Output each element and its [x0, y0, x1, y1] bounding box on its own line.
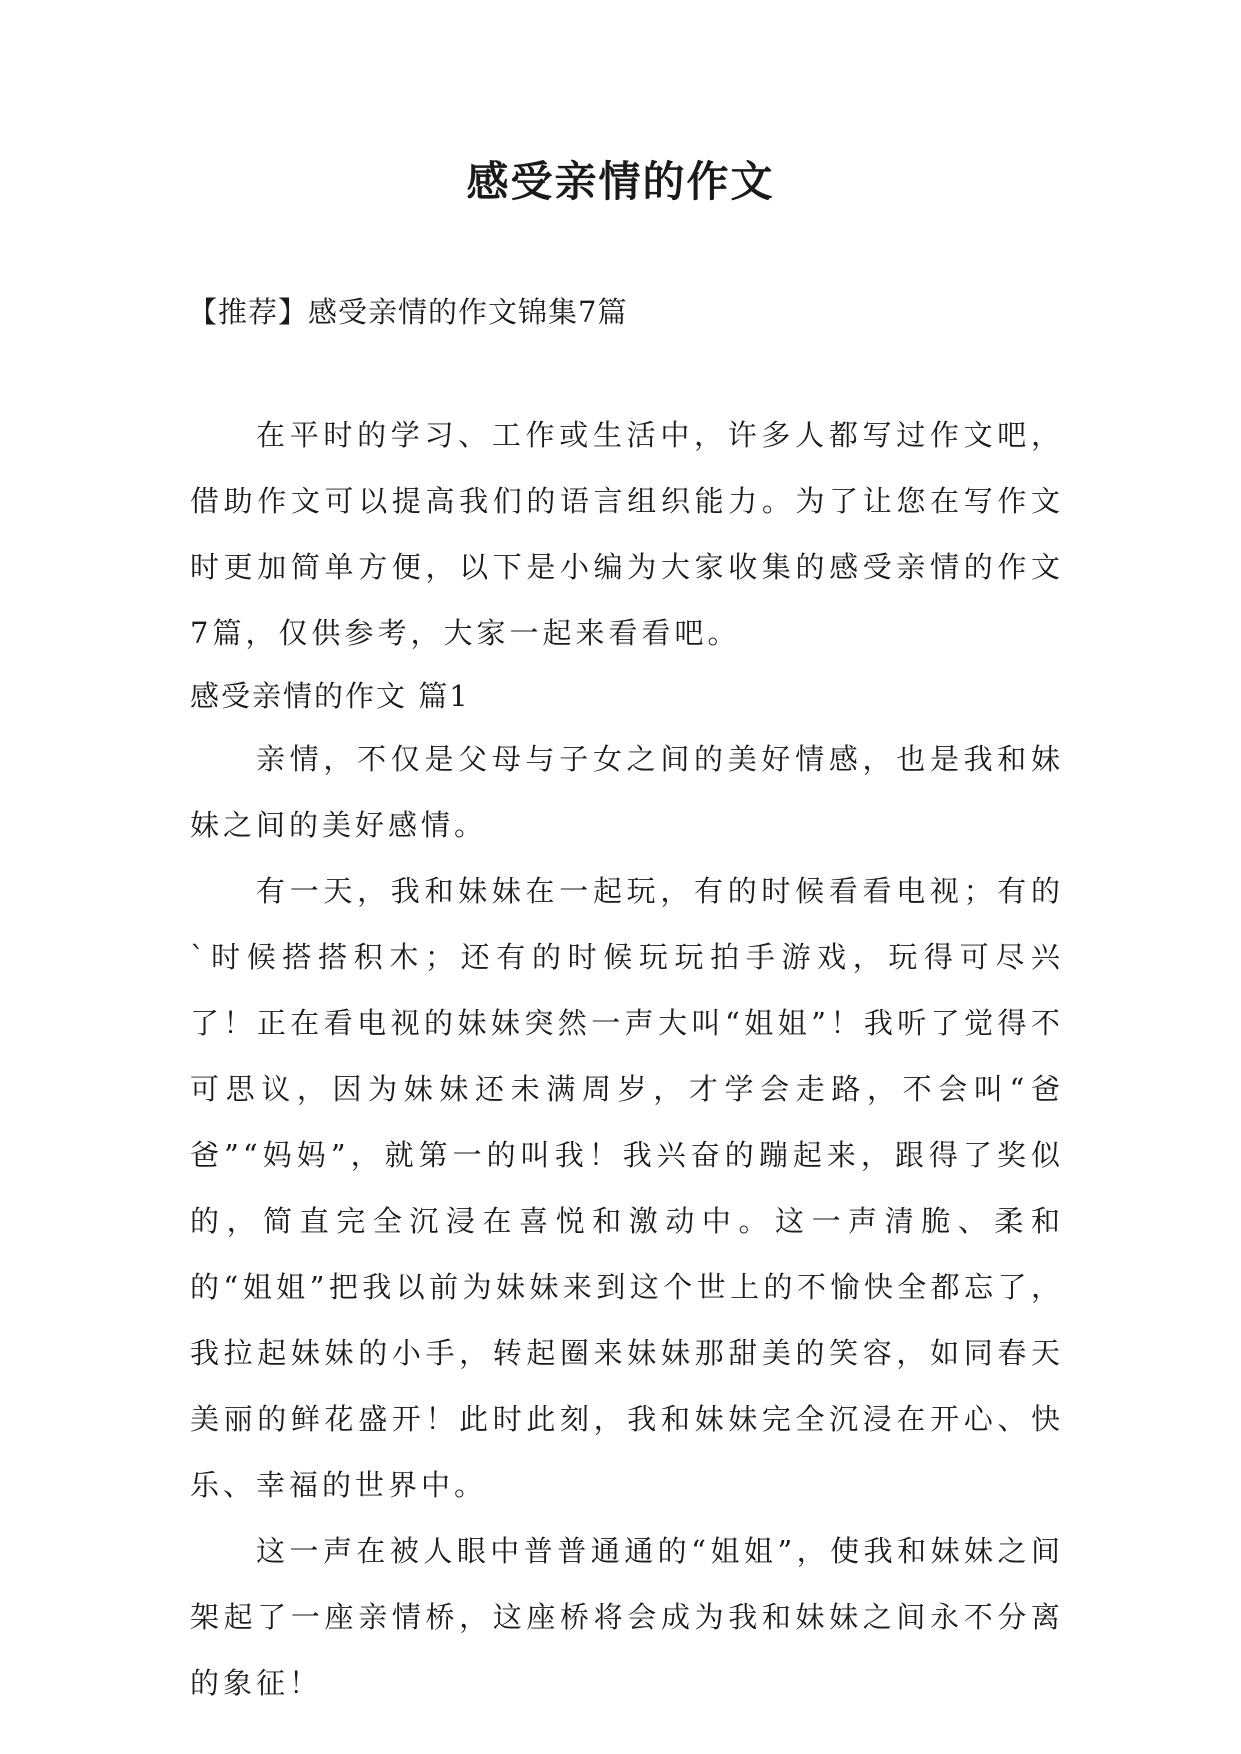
- paragraph: 亲情，不仅是父母与子女之间的美好情感，也是我和妹妹之间的美好感情。: [190, 742, 1064, 842]
- document-title: 感受亲情的作文: [466, 157, 775, 206]
- paragraph-intro: 在平时的学习、工作或生活中，许多人都写过作文吧，借助作文可以提高我们的语言组织能力。为了让您在写作文时更加简单方便，以下是小编为大家收集的感受亲情的作文7篇，仅供参考，大家一起来看看吧。: [190, 418, 1064, 650]
- section-heading: 感受亲情的作文 篇1: [190, 679, 470, 713]
- document-body: [190, 402, 1064, 1716]
- paragraph: 有一天，我和妹妹在一起玩，有的时候看看电视；有的`时候搭搭积木；还有的时候玩玩拍手游戏，玩得可尽兴了！正在看电视的妹妹突然一声大叫“姐姐”！我听了觉得不可思议，因为妹妹还未满周岁，才学会走路，不会叫“爸爸”“妈妈”，就第一的叫我！我兴奋的蹦起来，跟得了奖似的，简直完全沉浸在喜悦和激动中。这一声清脆、柔和的“姐姐”把我以前为妹妹来到这个世上的不愉快全都忘了，我拉起妹妹的小手，转起圈来妹妹那甜美的笑容，如同春天美丽的鲜花盛开！此时此刻，我和妹妹完全沉浸在开心、快乐、幸福的世界中。: [190, 874, 1064, 1502]
- document-subtitle: 【推荐】感受亲情的作文锦集7篇: [188, 295, 628, 329]
- paragraph: 这一声在被人眼中普普通通的“姐姐”，使我和妹妹之间架起了一座亲情桥，这座桥将会成为我和妹妹之间永不分离的象征！: [190, 1534, 1064, 1700]
